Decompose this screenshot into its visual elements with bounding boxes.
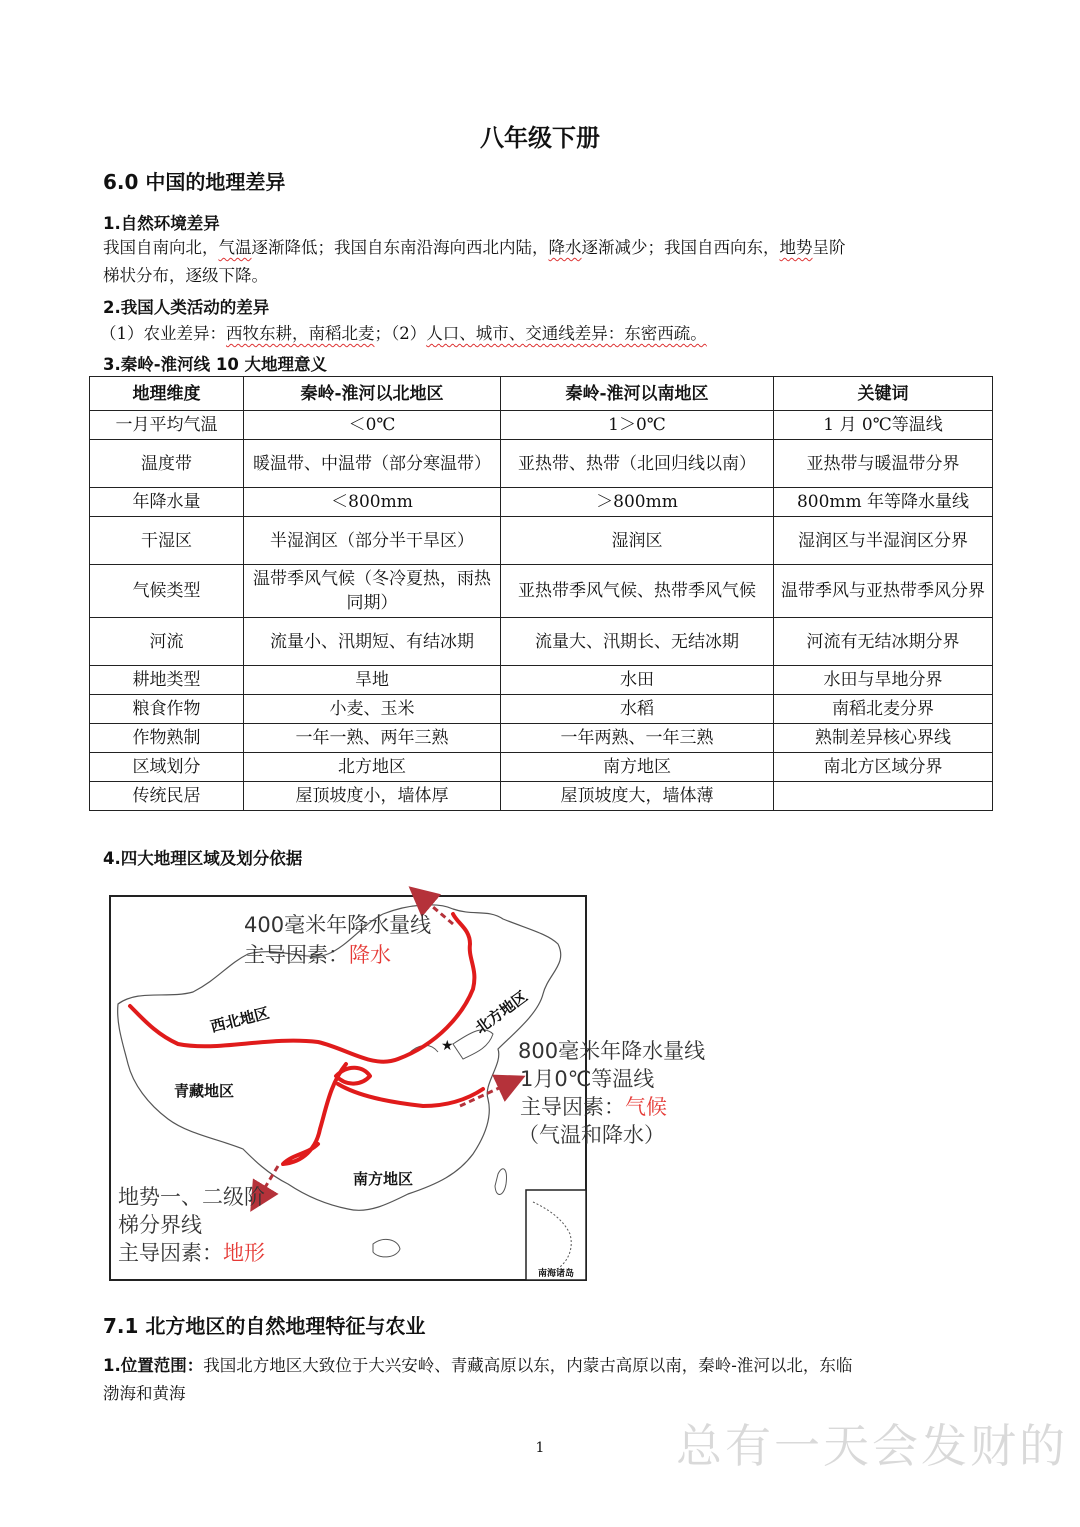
location-label: 1.位置范围： <box>103 1356 204 1375</box>
table-cell: 半湿润区（部分半干旱区） <box>244 517 501 565</box>
table-cell: 水田 <box>501 666 774 695</box>
table-row <box>90 782 993 811</box>
table-cell: 作物熟制 <box>90 724 244 753</box>
region-label-north: 北方地区 <box>471 987 531 1038</box>
table-cell: 河流有无结冰期分界 <box>774 618 993 666</box>
table-cell: 一月平均气温 <box>90 411 244 440</box>
table-row <box>90 440 993 488</box>
region-label-south: 南方地区 <box>353 1170 414 1188</box>
table-cell: 南北方区域分界 <box>774 753 993 782</box>
anno-800mm-line: 800毫米年降水量线 <box>518 1039 706 1063</box>
anno-factor-terrain: 地形 <box>223 1241 265 1265</box>
table-cell: 亚热带、热带（北回归线以南） <box>501 440 774 488</box>
anno-800mm-factor-line <box>520 1095 667 1119</box>
table-cell: 温度带 <box>90 440 244 488</box>
subheading-natural-env: 1.自然环境差异 <box>103 214 220 233</box>
text-run: （1）农业差异： <box>100 324 226 343</box>
region-label-tibet: 青藏地区 <box>174 1082 235 1100</box>
location-text: 我国北方地区大致位于大兴安岭、青藏高原以东，内蒙古高原以南，秦岭-淮河以北，东临 <box>203 1356 853 1375</box>
qinling-huaihe-table <box>89 376 993 811</box>
paragraph-location-line2: 渤海和黄海 <box>103 1384 186 1403</box>
table-cell: 1 月 0℃等温线 <box>774 411 993 440</box>
table-cell: 河流 <box>90 618 244 666</box>
region-label-northwest: 西北地区 <box>208 1003 272 1036</box>
text-run: ；（2） <box>374 324 427 343</box>
table-cell: 流量大、汛期长、无结冰期 <box>501 618 774 666</box>
table-cell: 亚热带季风气候、热带季风气候 <box>501 565 774 618</box>
anno-factor-climate: 气候 <box>625 1095 667 1119</box>
table-header-cell: 秦岭-淮河以南地区 <box>501 377 774 411</box>
table-cell <box>774 782 993 811</box>
table-cell: 干湿区 <box>90 517 244 565</box>
text-run-underlined: 人口、城市、交通线差异：东密西疏。 <box>426 324 707 343</box>
table-cell: ＜0℃ <box>244 411 501 440</box>
anno-terrain-factor-line <box>118 1241 265 1265</box>
anno-400mm-line: 400毫米年降水量线 <box>244 913 432 937</box>
text-run: 呈阶 <box>812 238 846 257</box>
table-cell: 屋顶坡度大，墙体薄 <box>501 782 774 811</box>
table-cell: 北方地区 <box>244 753 501 782</box>
subheading-human-activity: 2.我国人类活动的差异 <box>103 298 270 317</box>
section-heading-7: 7.1 北方地区的自然地理特征与农业 <box>103 1314 426 1338</box>
text-run: 逐渐减少；我国自西向东， <box>581 238 780 257</box>
table-header-cell: 关键词 <box>774 377 993 411</box>
capital-star-icon: ★ <box>441 1038 454 1054</box>
table-cell: 一年两熟、一年三熟 <box>501 724 774 753</box>
table-cell: 亚热带与暖温带分界 <box>774 440 993 488</box>
anno-lead: 主导因素： <box>244 943 349 967</box>
table-cell: 屋顶坡度小，墙体厚 <box>244 782 501 811</box>
table-row <box>90 724 993 753</box>
table-cell: 熟制差异核心界线 <box>774 724 993 753</box>
table-cell: 暖温带、中温带（部分寒温带） <box>244 440 501 488</box>
table-cell: 流量小、汛期短、有结冰期 <box>244 618 501 666</box>
table-cell: 1＞0℃ <box>501 411 774 440</box>
anno-terrain-line1: 地势一、二级阶 <box>118 1185 265 1209</box>
anno-lead: 主导因素： <box>118 1241 223 1265</box>
anno-isotherm-line: 1月0℃等温线 <box>520 1067 655 1091</box>
table-row <box>90 411 993 440</box>
table-header-row <box>90 377 993 411</box>
anno-lead: 主导因素： <box>520 1095 625 1119</box>
paragraph-location-line1 <box>103 1352 983 1380</box>
paragraph-human-activity <box>100 320 1000 348</box>
table-cell: 南稻北麦分界 <box>774 695 993 724</box>
table-cell: 湿润区与半湿润区分界 <box>774 517 993 565</box>
anno-climate-note: （气温和降水） <box>518 1123 665 1147</box>
table-row <box>90 753 993 782</box>
text-run: 逐渐降低；我国自东南沿海向西北内陆， <box>251 238 549 257</box>
subheading-qinling-huaihe: 3.秦岭-淮河线 10 大地理意义 <box>103 355 328 374</box>
anno-terrain-line2: 梯分界线 <box>118 1213 202 1237</box>
table-header-cell: 地理维度 <box>90 377 244 411</box>
inset-label: 南海诸岛 <box>537 1269 575 1279</box>
table-cell: 800mm 年等降水量线 <box>774 488 993 517</box>
table-cell: 水田与旱地分界 <box>774 666 993 695</box>
table-cell: 传统民居 <box>90 782 244 811</box>
table-row <box>90 666 993 695</box>
table-cell: 区域划分 <box>90 753 244 782</box>
table-cell: 耕地类型 <box>90 666 244 695</box>
section-heading-6: 6.0 中国的地理差异 <box>103 170 286 194</box>
table-cell: 湿润区 <box>501 517 774 565</box>
table-row <box>90 618 993 666</box>
table-cell: ＞800mm <box>501 488 774 517</box>
anno-400mm-factor-line <box>244 943 391 967</box>
text-run-underlined: 西牧东耕，南稻北麦 <box>226 324 375 343</box>
paragraph-natural-env-line2: 梯状分布，逐级下降。 <box>103 266 268 285</box>
table-cell: 温带季风气候（冬冷夏热，雨热同期） <box>244 565 501 618</box>
page-title: 八年级下册 <box>480 124 600 152</box>
south-china-sea-inset <box>526 1190 586 1280</box>
table-cell: 温带季风与亚热带季风分界 <box>774 565 993 618</box>
table-row <box>90 565 993 618</box>
table-cell: 南方地区 <box>501 753 774 782</box>
table-cell: 旱地 <box>244 666 501 695</box>
table-cell: ＜800mm <box>244 488 501 517</box>
table-header-cell: 秦岭-淮河以北地区 <box>244 377 501 411</box>
table-row <box>90 517 993 565</box>
text-run-underlined: 降水 <box>548 238 582 257</box>
table-cell: 一年一熟、两年三熟 <box>244 724 501 753</box>
table-row <box>90 695 993 724</box>
table-cell: 气候类型 <box>90 565 244 618</box>
table-row <box>90 488 993 517</box>
china-regions-map <box>108 884 728 1284</box>
table-cell: 小麦、玉米 <box>244 695 501 724</box>
table-cell: 年降水量 <box>90 488 244 517</box>
page-number: 1 <box>535 1440 545 1456</box>
anno-factor-precip: 降水 <box>349 943 391 967</box>
text-run: 我国自南向北， <box>103 238 219 257</box>
subheading-four-regions: 4.四大地理区域及划分依据 <box>103 849 303 868</box>
text-run-underlined: 地势 <box>779 238 813 257</box>
table-cell: 水稻 <box>501 695 774 724</box>
text-run-underlined: 气温 <box>218 238 252 257</box>
table-cell: 粮食作物 <box>90 695 244 724</box>
paragraph-natural-env-line1 <box>103 234 983 262</box>
watermark: 总有一天会发财的 <box>676 1419 1068 1473</box>
